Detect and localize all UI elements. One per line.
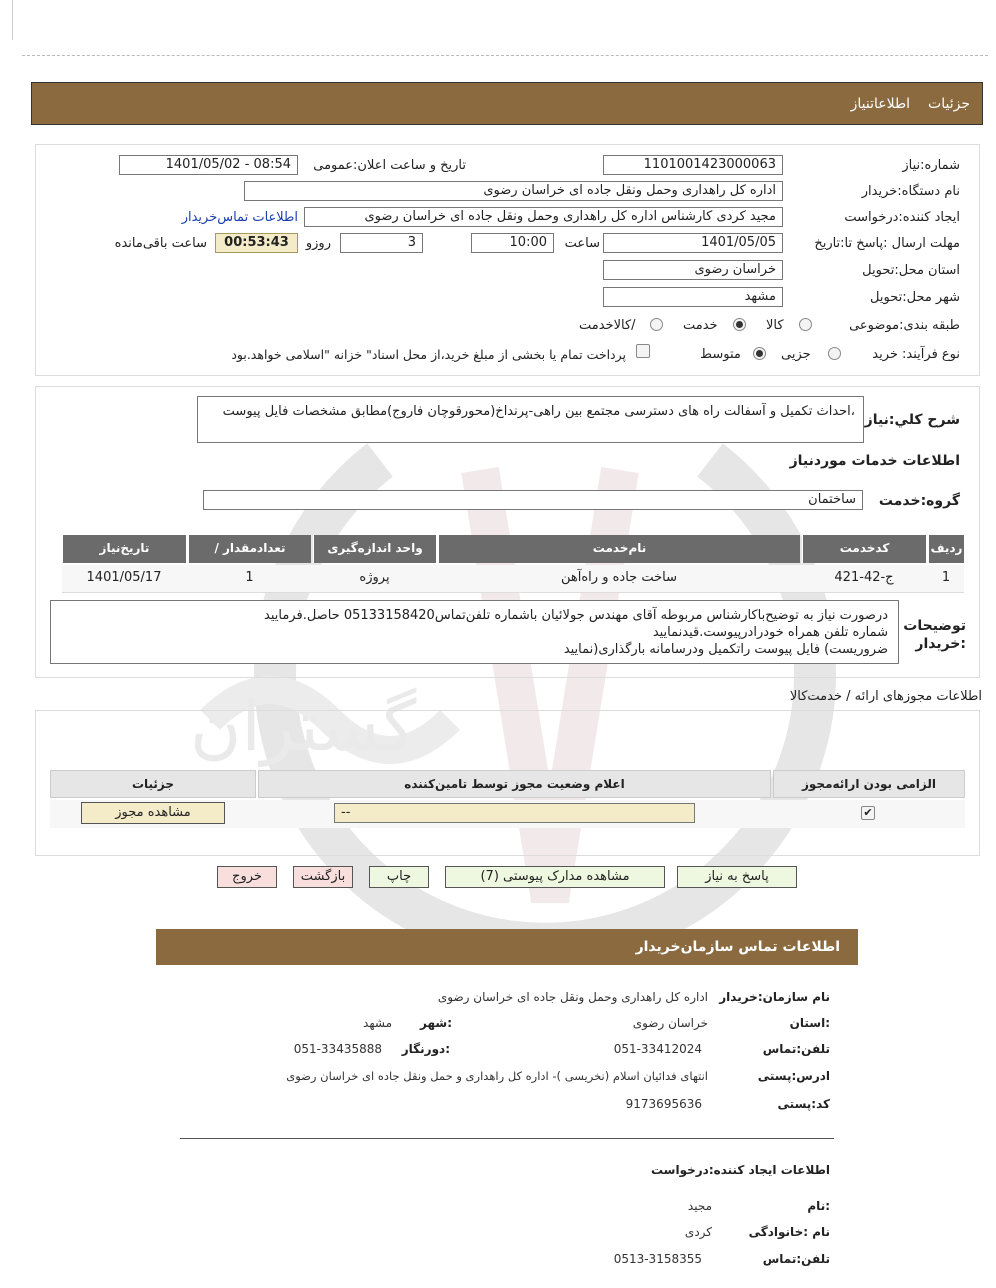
cell-qty: 1	[245, 570, 254, 585]
province-field[interactable]: خراسان رضوی	[603, 260, 783, 280]
cell-date: 1401/05/17	[86, 570, 162, 585]
contact-divider	[180, 1138, 834, 1139]
col-name-header: نام‌خدمت	[438, 535, 800, 563]
attachments-button[interactable]: مشاهده مدارک پیوستی (7)	[445, 866, 665, 888]
requester-label: ایجاد کننده:درخواست	[844, 210, 960, 225]
summary-label: شرح کلي:نياز	[864, 412, 960, 428]
services-title: اطلاعات خدمات موردنیاز	[789, 453, 960, 469]
need-number-field[interactable]: 1101001423000063	[603, 155, 783, 175]
permit-details-header: جزئیات	[50, 770, 256, 798]
col-unit-header: واحد اندازه‌گیری	[313, 535, 436, 563]
buyer-org-field[interactable]: اداره کل راهداری وحمل ونقل جاده ای خراسان رضوی	[244, 181, 783, 201]
category-label: طبقه بندی:موضوعی	[849, 318, 960, 333]
creator-family-label: نام :خانوادگی	[748, 1225, 830, 1239]
cell-row: 1	[941, 570, 951, 585]
process-radio-minor[interactable]	[828, 347, 841, 360]
creator-phone-value: 0513-3158355	[613, 1252, 702, 1266]
category-option-both: /کالاخدمت	[579, 318, 636, 333]
permit-status-header: اعلام وضعیت مجوز توسط تامین‌کننده	[258, 770, 771, 798]
payment-checkbox[interactable]	[636, 344, 650, 358]
services-table	[62, 535, 964, 595]
contact-postal-value: 9173695636	[625, 1097, 702, 1111]
deadline-date-field[interactable]: 1401/05/05	[603, 233, 783, 253]
left-border-line	[12, 0, 13, 40]
permit-required-checkbox: ✔	[861, 806, 875, 820]
buyer-org-label: نام دستگاه:خریدار	[861, 184, 960, 199]
remaining-timer: 00:53:43	[215, 233, 298, 253]
page-header-bar	[31, 82, 983, 125]
need-form-panel	[35, 144, 980, 376]
category-option-service: خدمت	[683, 318, 718, 333]
contact-postal-label: کد:پستی	[777, 1097, 830, 1111]
cell-code: ج-42-421	[834, 570, 894, 585]
reply-button[interactable]: پاسخ به نیاز	[677, 866, 797, 888]
contact-province-label: :استان	[789, 1016, 830, 1030]
buyer-contact-link[interactable]: اطلاعات تماس‌خریدار	[181, 210, 298, 225]
city-field[interactable]: مشهد	[603, 287, 783, 307]
buyer-notes-box	[50, 600, 899, 664]
buyer-notes-line-1: درصورت نیاز به توضیح‌باکارشناس مربوطه آقای مهندس جولائیان باشماره تلفن‌تماس05133158420 حاصل.فرمایید	[264, 608, 888, 623]
contact-fax-label: :دورنگار	[401, 1042, 450, 1056]
creator-name-value: مجید	[687, 1199, 712, 1213]
contact-city-label: :شهر	[420, 1016, 452, 1030]
payment-note: پرداخت تمام یا بخشی از مبلغ خرید،از محل اسناد" خزانه "اسلامی خواهد.بود	[231, 347, 626, 362]
buyer-notes-line-3: ضروریست) فایل پیوست راتکمیل ودرسامانه بارگذاری(نمایید	[563, 642, 888, 657]
contact-province-value: خراسان رضوی	[632, 1016, 708, 1030]
category-option-goods: کالا	[766, 318, 784, 333]
permit-required-header: الزامی بودن ارائه‌مجوز	[773, 770, 965, 798]
buyer-notes-label-text: توضیحات :خریدار	[903, 618, 966, 652]
print-button[interactable]: چاپ	[369, 866, 429, 888]
deadline-time-label: ساعت	[564, 236, 600, 251]
buyer-notes-label	[902, 617, 966, 653]
contact-org-value: اداره کل راهداری وحمل ونقل جاده ای خراسان رضوی	[437, 990, 708, 1004]
cell-unit: پروژه	[359, 570, 390, 585]
col-qty-header: / تعدادمقدار	[188, 535, 311, 563]
permits-title: اطلاعات مجوزهای ارائه / خدمت‌کالا	[789, 689, 982, 704]
process-option-minor: جزیی	[781, 347, 811, 362]
requester-field[interactable]: مجید کردی کارشناس اداره کل راهداری وحمل ونقل جاده ای خراسان رضوی	[304, 207, 783, 227]
category-radio-service[interactable]	[733, 318, 746, 331]
exit-button[interactable]: خروج	[217, 866, 277, 888]
summary-text: ،احداث تکمیل و آسفالت راه های دسترسی مجتمع بین راهی-پرنداخ(محورقوچان فاروج)مطابق مشخصات فایل پیوست	[197, 396, 864, 443]
watermark-text: گستران	[190, 685, 417, 767]
back-button[interactable]: بازگشت	[293, 866, 353, 888]
process-option-medium: متوسط	[700, 347, 741, 362]
cell-name: ساخت جاده و راه‌آهن	[561, 570, 677, 585]
contact-address-value: انتهای فدائیان اسلام (نخریسی )- اداره کل راهداری و حمل ونقل جاده ای خراسان رضوی	[286, 1069, 708, 1083]
deadline-label: مهلت ارسال :پاسخ تا:تاریخ	[814, 236, 960, 251]
contact-fax-value: 051-33435888	[293, 1042, 382, 1056]
category-radio-goods[interactable]	[799, 318, 812, 331]
deadline-days-label: روزو	[305, 236, 331, 251]
deadline-time-field[interactable]: 10:00	[471, 233, 554, 253]
contact-city-value: مشهد	[363, 1016, 392, 1030]
need-info-link[interactable]: اطلاعاتنیاز	[850, 96, 910, 112]
contact-title: اطلاعات تماس سازمان‌خریدار	[635, 939, 840, 955]
province-label: استان محل:تحویل	[862, 263, 960, 278]
contact-phone-label: تلفن:تماس	[762, 1042, 830, 1056]
permit-status-field[interactable]: --	[334, 803, 695, 823]
contact-address-label: ادرس:پستی	[757, 1069, 830, 1083]
col-code-header: کدخدمت	[802, 535, 926, 563]
details-link[interactable]: جزئیات	[928, 96, 970, 112]
col-date-header: تاریخ‌نیاز	[62, 535, 186, 563]
category-radio-both[interactable]	[650, 318, 663, 331]
service-group-label: گروه:خدمت	[878, 493, 960, 509]
process-radio-medium[interactable]	[753, 347, 766, 360]
announce-field[interactable]: 1401/05/02 - 08:54	[119, 155, 298, 175]
contact-phone-value: 051-33412024	[613, 1042, 702, 1056]
col-row-header: ردیف	[928, 535, 964, 563]
table-row	[62, 565, 964, 593]
creator-phone-label: تلفن:تماس	[762, 1252, 830, 1266]
view-permit-button[interactable]: مشاهده مجوز	[81, 802, 225, 824]
creator-name-label: :نام	[807, 1199, 830, 1213]
contact-org-label: نام سازمان:خریدار	[719, 990, 830, 1004]
need-number-label: شماره:نیاز	[902, 158, 960, 173]
deadline-days-field[interactable]: 3	[340, 233, 423, 253]
top-dotted-line	[22, 55, 988, 56]
remaining-label: ساعت باقی‌مانده	[114, 236, 207, 251]
announce-label: تاریخ و ساعت اعلان:عمومی	[313, 158, 466, 173]
service-group-field[interactable]: ساختمان	[203, 490, 863, 510]
creator-title: اطلاعات ایجاد کننده:درخواست	[650, 1163, 830, 1177]
process-label: نوع فرآیند: خرید	[872, 347, 960, 362]
creator-family-value: کردی	[684, 1225, 712, 1239]
city-label: شهر محل:تحویل	[870, 290, 960, 305]
buyer-notes-line-2: شماره تلفن همراه خودرادرپیوست.قیدنمایید	[652, 625, 888, 640]
contact-header-bar	[156, 929, 858, 965]
